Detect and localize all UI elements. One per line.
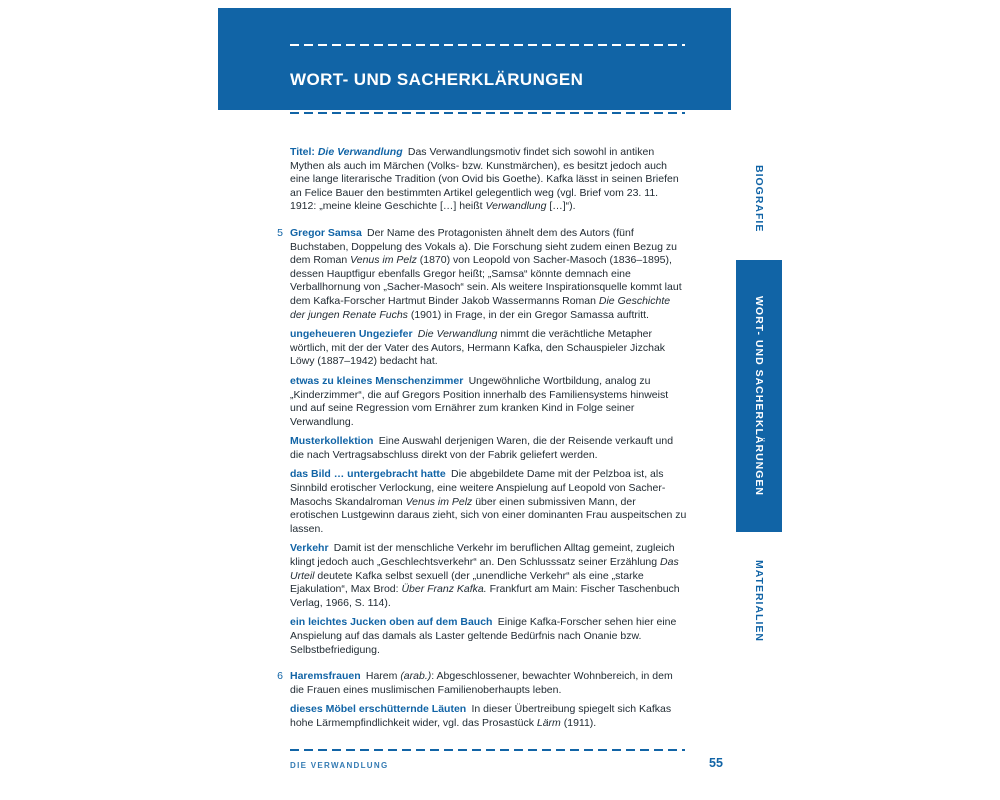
chapter-title: WORT- UND SACHERKLÄRUNGEN — [290, 70, 584, 89]
glossary-entry — [290, 146, 687, 214]
chapter-header-band — [218, 8, 731, 110]
margin-line-number: 6 — [277, 670, 283, 683]
tab-biografie[interactable] — [736, 143, 782, 255]
glossary-entry — [277, 226, 687, 322]
entry-text: Musterkollektion Eine Auswahl derjenigen Waren, die der Reisende verkauft und die nach Vertragsabschluss direkt von der Fabrik geliefert werden. — [290, 435, 674, 461]
glossary-entry — [290, 703, 687, 730]
glossary-entry — [290, 542, 687, 610]
entry-text: Verkehr Damit ist der menschliche Verkehr im beruflichen Alltag gemeint, zugleich klingt jedoch auch „Geschlechtsverkehr“ an. Den Schlusssatz seiner Erzählung Das Urteil deutete Kafka selbst sexuell (der „unendliche Verkehr“ als eine „starke Ejakulation“, Max Brod: Über Franz Kafka. Frankfurt am Main: Fischer Taschenbuch Verlag, 1966, S. 114). — [290, 542, 680, 609]
glossary-entry — [290, 375, 687, 429]
entry-text: Haremsfrauen Harem (arab.): Abgeschlossener, bewachter Wohnbereich, in dem die Frauen eines muslimischen Familienoberhaupts leben. — [290, 670, 673, 696]
entry-text: Gregor Samsa Der Name des Protagonisten ähnelt dem des Autors (fünf Buchstaben, Doppelung des Vokals a). Die Forschung sieht zudem einen Bezug zu dem Roman Venus im Pelz (1870) von Leopold von Sacher-Masoch (1836–1895), dessen Hauptfigur ebenfalls Gregor heißt; „Samsa“ könnte demnach eine Verballhornung von „Sacher-Masoch“ sein. Als weitere Inspirationsquelle kommt laut dem Kafka-Forscher Hartmut Binder Jakob Wassermanns Roman Die Geschichte der jungen Renate Fuchs (1901) in Frage, in der ein Gregor Samassa auftritt. — [290, 226, 682, 321]
entry-text: etwas zu kleines Menschenzimmer Ungewöhnliche Wortbildung, analog zu „Kinderzimmer“, die auf Gregors Position innerhalb des Familiensystems hinweist und auf seine Regression vom Ernährer zum kranken Kind in Folge seiner Verwandlung. — [290, 374, 669, 428]
header-top-dashed-rule — [290, 44, 685, 46]
tab-materialien[interactable] — [736, 543, 782, 658]
footer-page-number: 55 — [709, 756, 723, 770]
glossary-entry — [290, 616, 687, 657]
footer-book-title: DIE VERWANDLUNG — [290, 761, 389, 770]
glossary-entry — [277, 670, 687, 697]
header-bottom-dashed-rule — [290, 112, 685, 114]
footer-dashed-rule — [290, 749, 685, 751]
tab-wort-und-sacherklaerungen-label: WORT- UND SACHERKLÄRUNGEN — [753, 296, 765, 496]
entry-text: das Bild … untergebracht hatte Die abgebildete Dame mit der Pelzboa ist, als Sinnbild erotischer Verlockung, eine weitere Anspielung auf Leopold von Sacher-Masochs Skandalroman Venus im Pelz über einen submissiven Mann, der erotischen Lustgewinn daraus zieht, sich von einer dominanten Frau auspeitschen zu lassen. — [290, 468, 687, 535]
entries-list — [277, 146, 687, 731]
tab-wort-und-sacherklaerungen[interactable] — [736, 260, 782, 532]
tab-materialien-label: MATERIALIEN — [753, 559, 765, 642]
entry-text: ein leichtes Jucken oben auf dem Bauch Einige Kafka-Forscher sehen hier eine Anspielung auf das damals als Laster geltende Bedürfnis nach Onanie bzw. Selbstbefriedigung. — [290, 616, 677, 656]
entry-text: dieses Möbel erschütternde Läuten In dieser Übertreibung spiegelt sich Kafkas hohe Lärmempfindlichkeit wider, vgl. das Prosastück Lärm (1911). — [290, 703, 672, 729]
glossary-entry — [290, 468, 687, 536]
glossary-entry — [290, 328, 687, 369]
tab-biografie-label: BIOGRAFIE — [753, 165, 765, 233]
margin-line-number: 5 — [277, 226, 283, 239]
entry-text: ungeheueren Ungeziefer Die Verwandlung nimmt die verächtliche Metapher wörtlich, mit der der Vater des Autors, Hermann Kafka, den Schauspieler Jizchak Löwy (1887–1942) bedacht hat. — [290, 328, 666, 368]
glossary-entry — [290, 435, 687, 462]
entry-text: Titel: Die Verwandlung Das Verwandlungsmotiv findet sich sowohl in antiken Mythen als auch im Märchen (Volks- bzw. Kunstmärchen), es besitzt jedoch auch eine lange literarische Tradition (von Ovid bis Goethe). Kafka lässt in seinen Briefen an Felice Bauer den bestimmten Artikel gelegentlich weg (vgl. Brief vom 23. 11. 1912: „meine kleine Geschichte […] heißt Verwandlung […]“). — [290, 146, 679, 213]
glossary-content — [277, 146, 687, 737]
